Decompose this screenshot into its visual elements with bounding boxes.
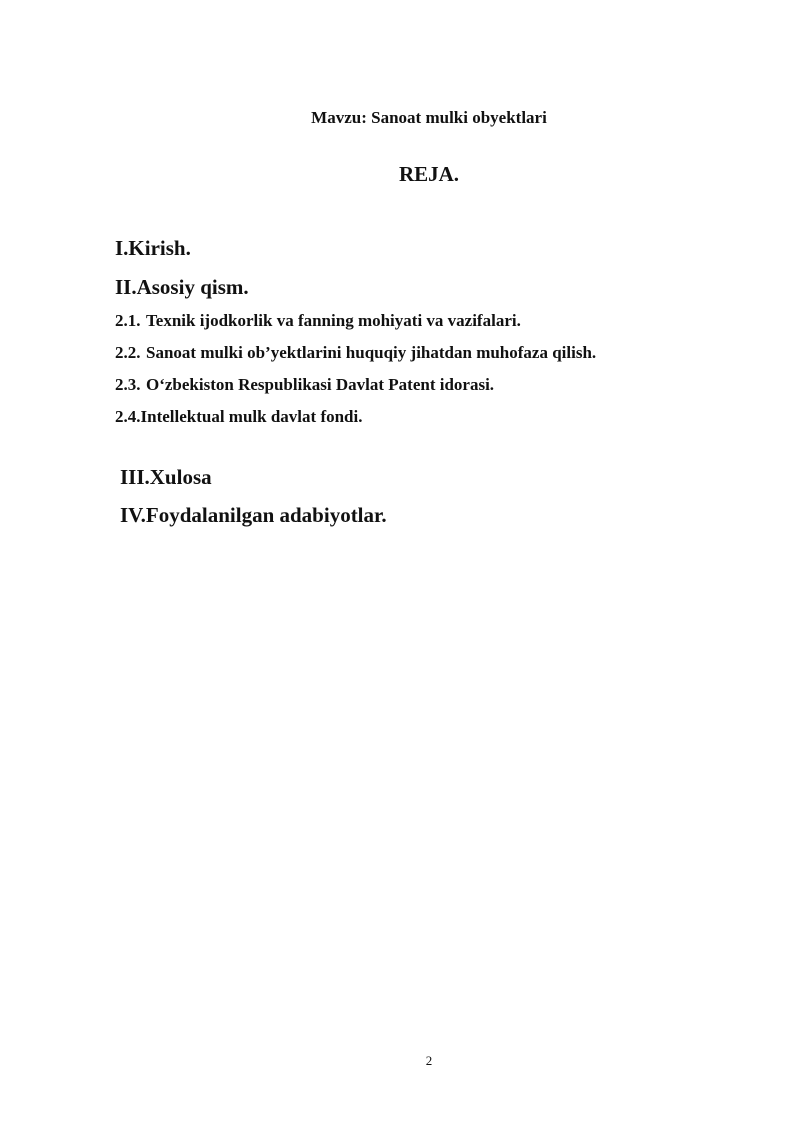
toc-item-references: IV.Foydalanilgan adabiyotlar. xyxy=(120,503,387,527)
toc-subitem-number: 2.2. xyxy=(115,343,141,362)
toc-item-main: II.Asosiy qism. xyxy=(115,275,249,299)
toc-subitem-text: Sanoat mulki ob’yektlarini huquqiy jihatdan muhofaza qilish. xyxy=(146,343,597,362)
toc-subitem-2-2 xyxy=(115,343,596,363)
toc-item-conclusion: III.Xulosa xyxy=(120,465,212,489)
toc-subitem-number: 2.1. xyxy=(115,311,141,330)
toc-subitem-text: Intellektual mulk davlat fondi. xyxy=(140,407,363,426)
toc-subitem-text: O‘zbekiston Respublikasi Davlat Patent idorasi. xyxy=(146,375,495,394)
toc-subitem-text: Texnik ijodkorlik va fanning mohiyati va vazifalari. xyxy=(146,311,521,330)
topic-heading: Mavzu: Sanoat mulki obyektlari xyxy=(311,108,547,127)
page-number: 2 xyxy=(425,1053,433,1068)
toc-subitem-2-4 xyxy=(115,407,363,427)
toc-subitem-number: 2.3. xyxy=(115,375,141,394)
toc-subitem-2-3 xyxy=(115,375,494,395)
plan-title: REJA. xyxy=(398,162,460,186)
toc-subitem-number: 2.4. xyxy=(115,407,141,426)
toc-subitem-2-1 xyxy=(115,311,521,331)
toc-item-intro: I.Kirish. xyxy=(115,236,191,260)
